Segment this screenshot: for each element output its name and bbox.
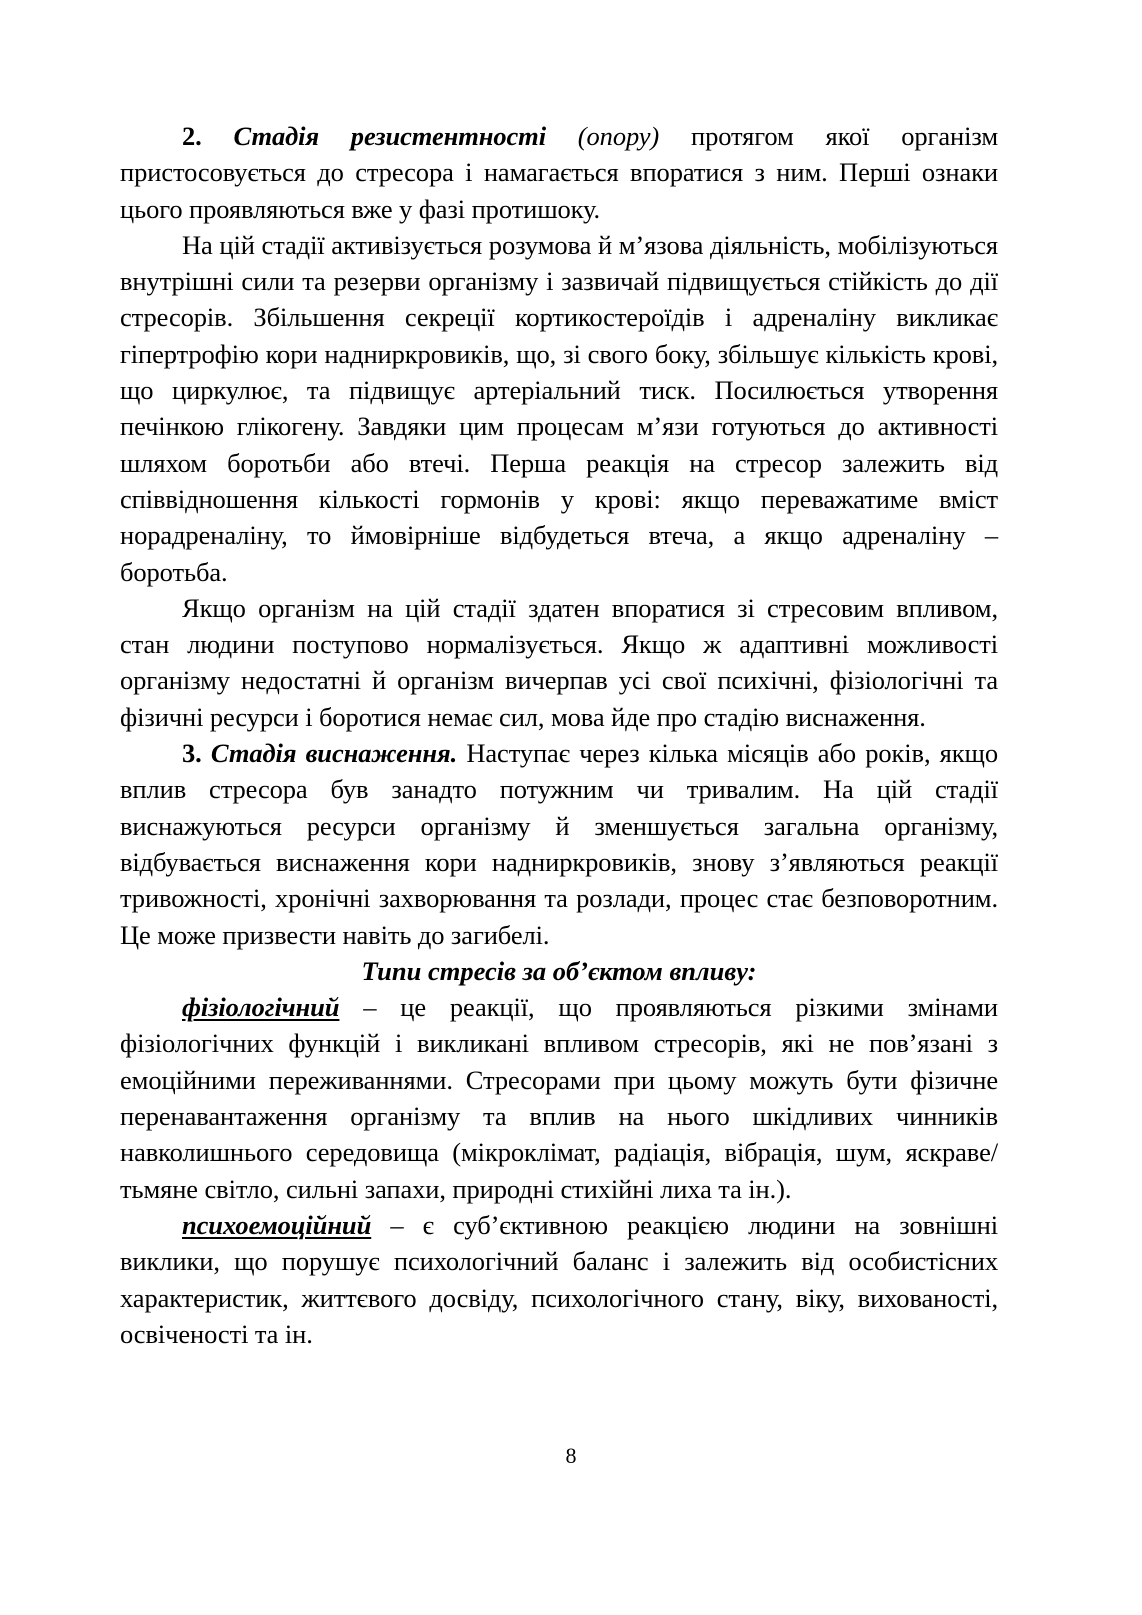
term-physiological: фізіологічний [182,992,340,1023]
page-number: 8 [565,1443,577,1468]
stage-2-body: протягом якої організм пристосовується до стресора і намагається впоратися з ним. Перші ознаки цього проявляються вже у фазі протишоку. [120,121,998,224]
paragraph-number: 2. [182,121,202,151]
paragraph-physiological-stress [120,989,998,1207]
section-heading-stress-types: Типи стресів за об’єктом впливу: [361,955,757,986]
paragraph-resistance-detail: На цій стадії активізується розумова й м’язова діяльність, мобілізуються внутрішні сили та резерви організму і зазвичай підвищується стійкість до дії стресорів. Збільшення секреції кортикостероїдів і адреналіну викликає гіпертрофію кори надниркровиків, що, зі свого боку, збільшує кількість крові, що циркулює, та підвищує артеріальний тиск. Посилюється утворення печінкою глікогену. Завдяки цим процесам м’язи готуються до активності шляхом боротьби або втечі. Перша реакція на стресор залежить від співвідношення кількості гормонів у крові: якщо переважатиме вміст норадреналіну, то ймовірніше відбудеться втеча, а якщо адреналіну – боротьба. [120,229,998,587]
paragraph-adaptation-outcome: Якщо організм на цій стадії здатен впоратися зі стресовим впливом, стан людини поступово нормалізується. Якщо ж адаптивні можливості організму недостатні й організм вичерпав усі свої психічні, фізіологічні та фізичні ресурси і боротися немає сил, мова йде про стадію виснаження. [120,592,998,732]
term-psychoemotional: психоемоційний [182,1209,372,1240]
page-content [120,118,998,1352]
paragraph-stage-2 [120,118,998,227]
term-physiological-definition: – це реакції, що проявляються різкими змінами фізіологічних функцій і викликані впливом стресорів, які не пов’язані з емоційними переживаннями. Стресорами при цьому можуть бути фізичне перенавантаження організму та вплив на нього шкідливих чинників навколишнього середовища (мікроклімат, радіація, вібрація, шум, яскраве/тьмяне світло, сильні запахи, природні стихійні лиха та ін.). [120,992,998,1204]
term-psychoemotional-definition: – є суб’єктивною реакцією людини на зовнішні виклики, що порушує психологічний баланс і залежить від особистісних характеристик, життєвого досвіду, психологічного стану, віку, вихованості, освіченості та ін. [120,1209,999,1349]
paragraph-psychoemotional-stress [120,1207,998,1352]
stage-2-parenthetical: (опору) [577,121,660,151]
paragraph-stage-3 [120,735,998,953]
stage-2-term: Стадія резистентності [233,121,546,151]
stage-3-term: Стадія виснаження. [210,738,458,769]
paragraph-number: 3. [182,738,202,769]
stage-3-body: Наступає через кілька місяців або років, якщо вплив стресора був занадто потужним чи тривалим. На цій стадії виснажуються ресурси організму й зменшується загальна організму, відбувається виснаження кори надниркровиків, знову з’являються реакції тривожності, хронічні захворювання та розлади, процес стає безповоротним. Це може призвести навіть до загибелі. [120,738,998,950]
